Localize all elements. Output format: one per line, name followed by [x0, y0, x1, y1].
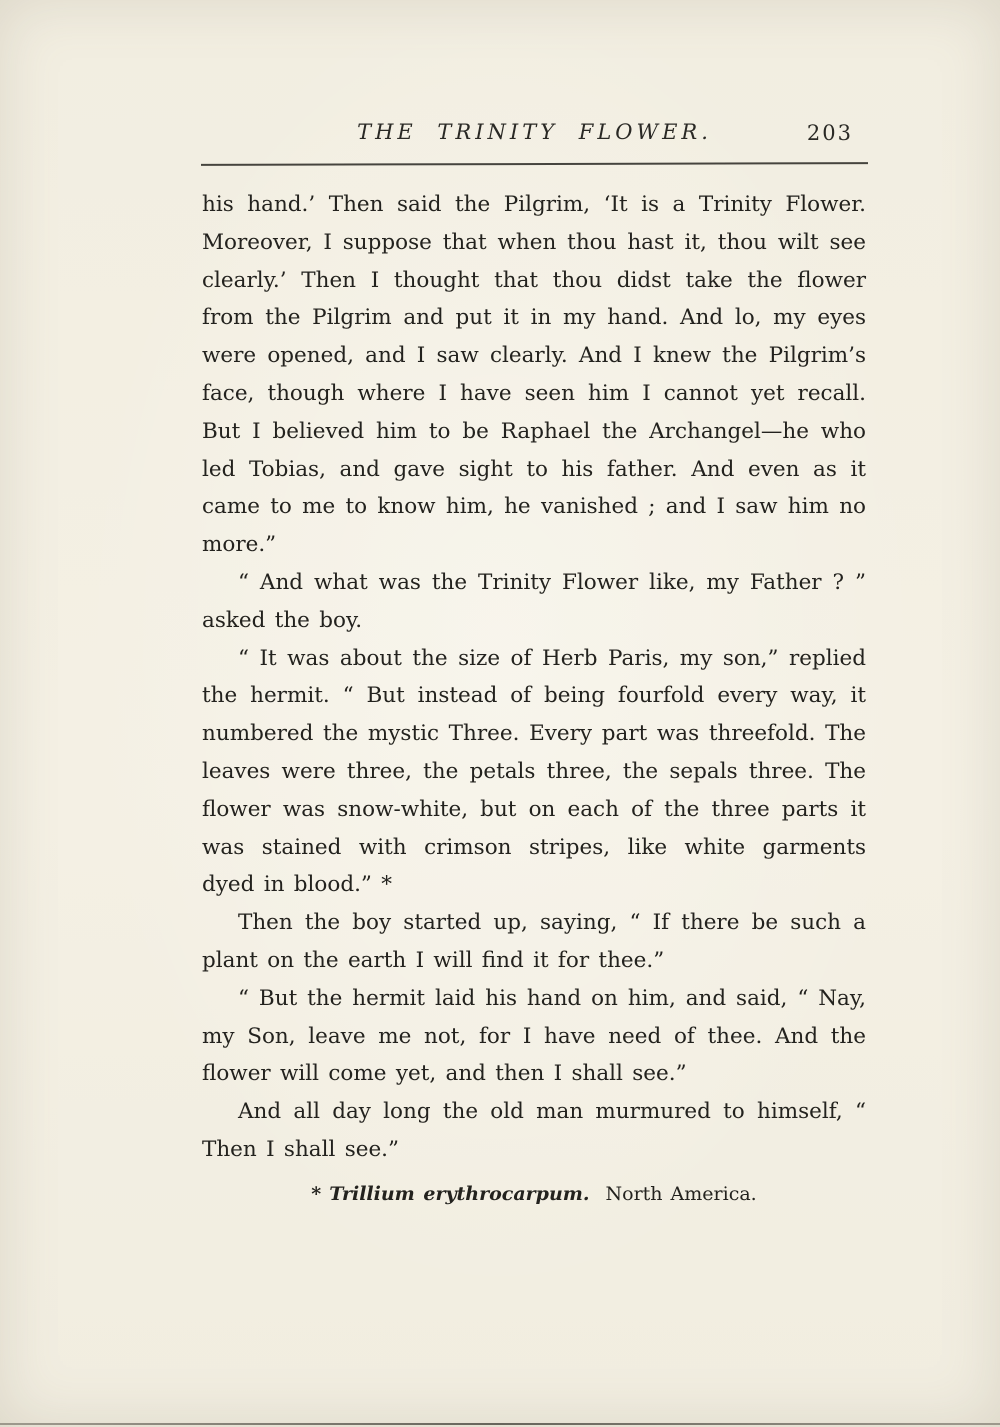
page-header: [202, 120, 867, 154]
paragraph: “ But the hermit laid his hand on him, and said, “ Nay, my Son, leave me not, for I have need of thee. And the flower will come yet, and then I shall see.”: [202, 985, 866, 1087]
paragraph: Then the boy started up, saying, “ If there be such a plant on the earth I will find it for thee.”: [202, 910, 866, 973]
paragraph: his hand.’ Then said the Pilgrim, ‘It is a Trinity Flower. Moreover, I suppose that when thou hast it, thou wilt see clearly.’ Then I thought that thou didst take the flower from the Pilgrim and put it in my hand. And lo, my eyes were opened, and I saw clearly. And I knew the Pilgrim’s face, though where I have seen him I cannot yet recall. But I believed him to be Raphael the Archangel—he who led Tobias, and gave sight to his father. And even as it came to me to know him, he vanished ; and I saw him no more.”: [202, 192, 866, 558]
footnote-species: Trillium erythrocarpum.: [329, 1182, 590, 1205]
paragraph: “ And what was the Trinity Flower like, my Father ? ” asked the boy.: [202, 569, 866, 633]
scan-edge: [0, 1423, 1000, 1425]
paragraph: “ It was about the size of Herb Paris, my son,” replied the hermit. “ But instead of being fourfold every way, it numbered the mystic Three. Every part was threefold. The leaves were three, the petals three, the sepals three. The flower was snow-white, but on each of the three parts it was stained with crimson stripes, like white garments dyed in blood.” *: [202, 645, 866, 898]
paragraph: And all day long the old man murmured to himself, “ Then I shall see.”: [202, 1099, 866, 1162]
footnote: [202, 1176, 866, 1214]
footnote-marker: *: [311, 1182, 322, 1205]
footnote-region: North America.: [605, 1182, 757, 1205]
running-title: THE TRINITY FLOWER.: [357, 120, 712, 144]
header-rule: [201, 162, 868, 166]
page-number: 203: [806, 121, 853, 145]
page-body: [202, 186, 866, 1214]
